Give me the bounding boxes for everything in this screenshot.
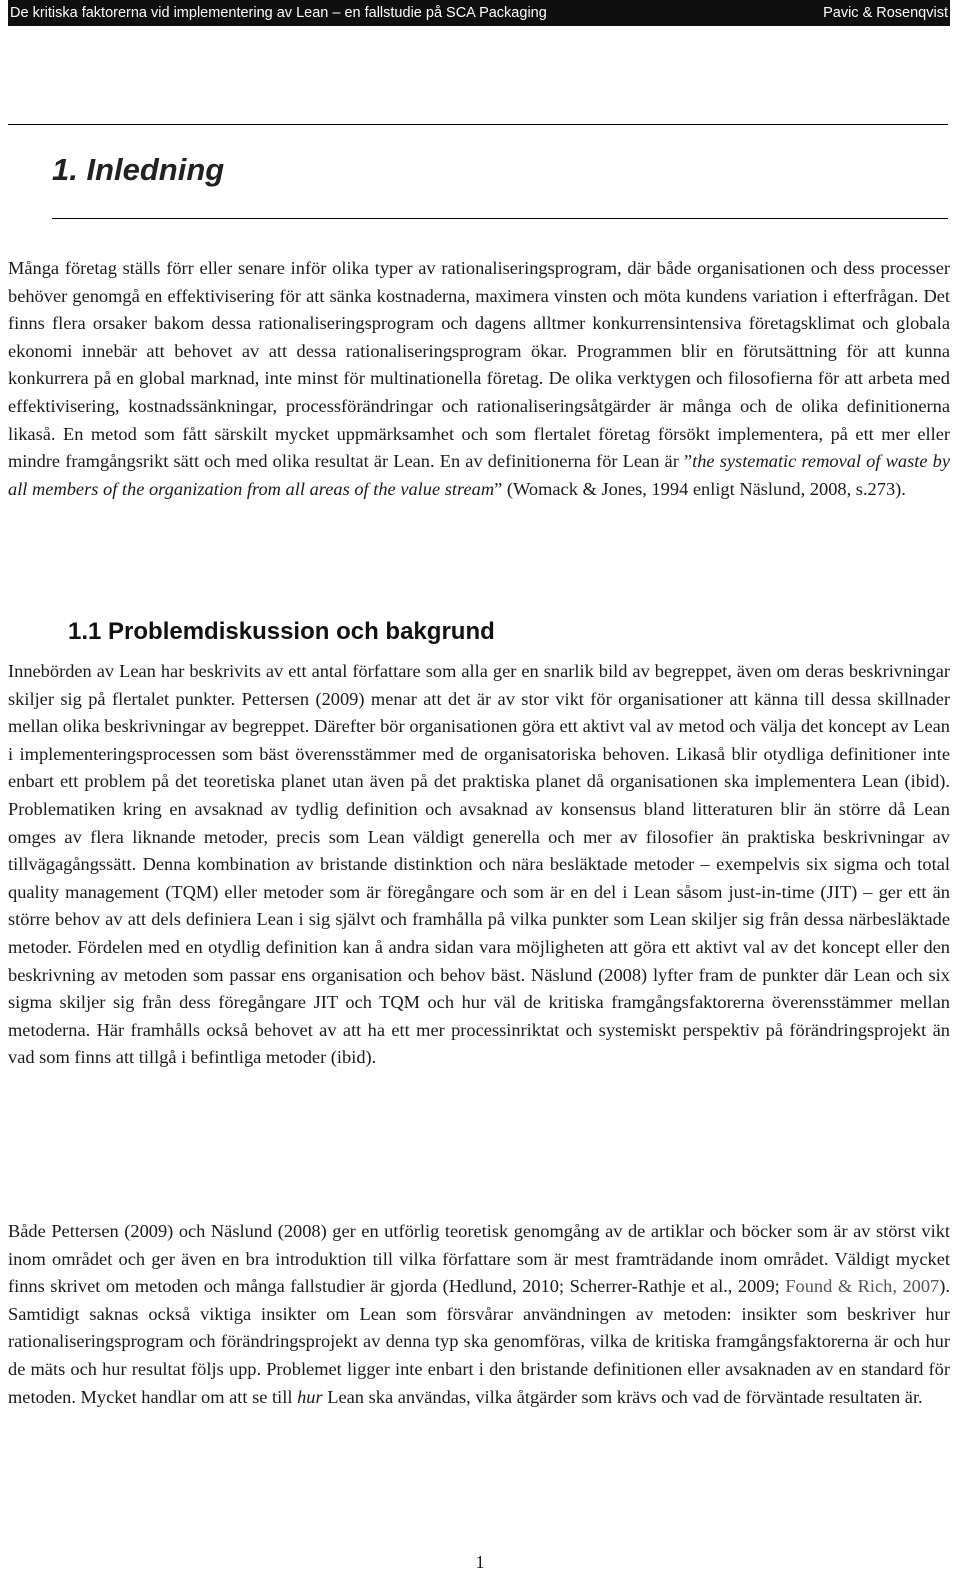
hur-emphasis: hur (297, 1386, 323, 1407)
running-header (8, 0, 950, 26)
header-authors: Pavic & Rosenqvist (823, 5, 948, 21)
background-paragraph (8, 1218, 950, 1411)
bg-text-2: ). Samtidigt saknas också viktiga insikter om Lean som försvårar användningen av metoden: insikter som beskriver hur rationaliseringsprogram och förändringsprojekt av denna typ ska genomföras, vilka de kritiska framgångsfaktorerna är och hur de mäts och hur resultat följs upp. Problemet ligger inte enbart i den bristande definitionen eller avsaknaden av en standard för metoden. Mycket handlar om att se till (8, 1276, 950, 1407)
chapter-title: 1. Inledning (52, 152, 225, 187)
problem-paragraph: Innebörden av Lean har beskrivits av ett antal författare som alla ger en snarlik bild av begreppet, även om deras beskrivningar skiljer sig på flertalet punkter. Pettersen (2009) menar att det är av stor vikt för organisationer att känna till dessa skillnader mellan olika beskrivningar av begreppet. Därefter bör organisationen göra ett aktivt val av metod och välja det koncept av Lean i implementeringsprocessen som bäst överensstämmer med de organisatoriska behoven. Likaså blir otydliga definitioner inte enbart ett problem på det teoretiska planet utan även på det praktiska planet då organisationen ska implementera Lean (ibid). Problematiken kring en avsaknad av tydlig definition och avsaknad av konsensus bland litteraturen blir än större då Lean omges av flera liknande metoder, precis som Lean väldigt generella och mer av filosofier än praktiska beskrivningar av tillvägagångssätt. Denna kombination av bristande distinktion och nära besläktade metoder – exempelvis six sigma och total quality management (TQM) eller metoder som är föregångare och som är en del i Lean såsom just-in-time (JIT) – ger ett än större behov av att dels definiera Lean i sig självt och framhålla på vilka punkter som Lean skiljer sig från dessa närbesläktade metoder. Fördelen med en otydlig definition kan å andra sidan vara möjligheten att göra ett aktivt val av det koncept eller den beskrivning av metoden som passar ens organisation och behov bäst. Näslund (2008) lyfter fram de punkter där Lean och six sigma skiljer sig från dess föregångare JIT och TQM och hur väl de kritiska framgångsfaktorerna överensstämmer mellan metoderna. Här framhålls också behovet av att ha ett mer processinriktat och systemiskt perspektiv på förändringsprojekt än vad som finns att tillgå i befintliga metoder (ibid). (8, 661, 950, 1068)
bg-text-3: Lean ska användas, vilka åtgärder som krävs och vad de förväntade resultaten är. (322, 1386, 923, 1407)
header-rule (8, 124, 948, 125)
intro-paragraph (8, 255, 950, 503)
intro-text-2: ” (Womack & Jones, 1994 enligt Näslund, 2008, s.273). (494, 478, 906, 499)
page-number: 1 (475, 1552, 485, 1572)
bg-text-1: Både Pettersen (2009) och Näslund (2008) ger en utförlig teoretisk genomgång av de artiklar och böcker som är av störst vikt inom området och ger även en bra introduktion till vilka författare som är mest framträdande inom området. Väldigt mycket finns skrivet om metoden och många fallstudier är gjorda (Hedlund, 2010; Scherrer-Rathje et al., 2009; (8, 1221, 950, 1297)
intro-text-1: Många företag ställs förr eller senare inför olika typer av rationaliseringsprogram, där både organisationen och dess processer behöver genomgå en effektivisering för att sänka kostnaderna, maximera vinsten och möta kundens variation i efterfrågan. Det finns flera orsaker bakom dessa rationaliseringsprogram och dagens alltmer konkurrensintensiva företagsklimat och globala ekonomi innebär att behovet av att dessa rationaliseringsprogram ökar. Programmen blir en förutsättning för att kunna konkurrera på en global marknad, inte minst för multinationella företag. De olika verktygen och filosofierna för att arbeta med effektivisering, kostnadssänkningar, processförändringar och rationaliseringsåtgärder är många och de olika definitionerna likaså. En metod som fått särskilt mycket uppmärksamhet och som flertalet företag försökt implementera, på ett mer eller mindre framgångsrikt sätt och med olika resultat är Lean. En av definitionerna för Lean är ” (8, 258, 950, 472)
found-rich-citation: Found & Rich, 2007 (785, 1276, 940, 1297)
chapter-rule (52, 218, 948, 219)
header-title: De kritiska faktorerna vid implementering av Lean – en fallstudie på SCA Packaging (10, 5, 547, 21)
lean-definition-quote: the systematic removal of waste by all members of the organization from all areas of the value stream (8, 451, 950, 499)
section-title: 1.1 Problemdiskussion och bakgrund (68, 618, 495, 645)
